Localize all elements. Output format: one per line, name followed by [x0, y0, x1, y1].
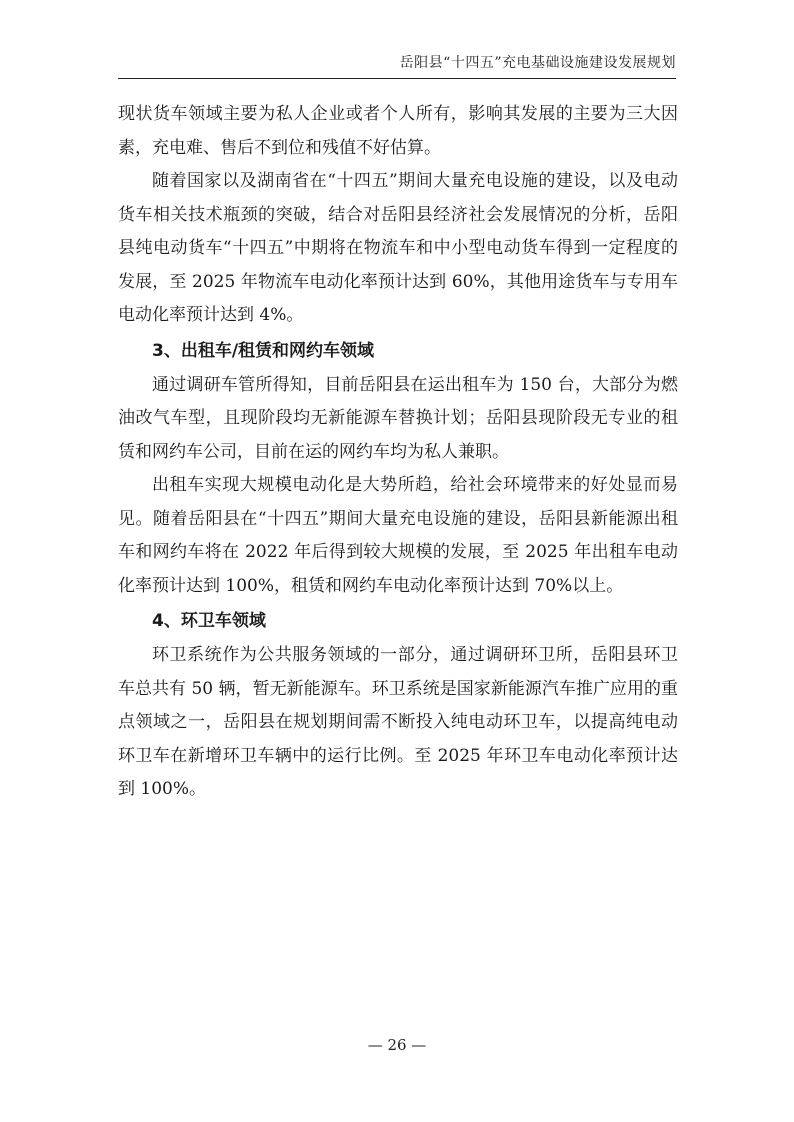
paragraph-taxi-status: 通过调研车管所得知，目前岳阳县在运出租车为 150 台，大部分为燃油改气车型，且现阶段均无新能源车替换计划；岳阳县现阶段无专业的租赁和网约车公司，目前在运的网约车均为私人兼职。 — [118, 374, 678, 462]
page-header — [118, 52, 676, 79]
page-footer — [0, 1036, 794, 1054]
paragraph-sanitation: 环卫系统作为公共服务领域的一部分，通过调研环卫所，岳阳县环卫车总共有 50 辆，暂无新能源车。环卫系统是国家新能源汽车推广应用的重点领域之一，岳阳县在规划期间需不断投入纯电动环卫车，以提高纯电动环卫车在新增环卫车辆中的运行比例。至 2025 年环卫车电动化率预计达到 100%。 — [118, 645, 678, 799]
header-title: 岳阳县“十四五”充电基础设施建设发展规划 — [399, 55, 676, 71]
page-number: — 26 — — [367, 1036, 427, 1054]
section-heading-sanitation: 4、环卫车领域 — [152, 611, 266, 631]
section-heading-taxi: 3、出租车/租赁和网约车领域 — [152, 340, 375, 361]
document-body — [118, 98, 678, 807]
paragraph-taxi-forecast: 出租车实现大规模电动化是大势所趋，给社会环境带来的好处显而易见。随着岳阳县在“十四五”期间大量充电设施的建设，岳阳县新能源出租车和网约车将在 2022 年后得到较大规模的发展，至 2025 年出租车电动化率预计达到 100%，租赁和网约车电动化率预计达到 70%以上。 — [118, 475, 678, 596]
paragraph-freight-status: 现状货车领域主要为私人企业或者个人所有，影响其发展的主要为三大因素，充电难、售后不到位和残值不好估算。 — [118, 104, 678, 158]
paragraph-freight-forecast: 随着国家以及湖南省在“十四五”期间大量充电设施的建设，以及电动货车相关技术瓶颈的突破，结合对岳阳县经济社会发展情况的分析，岳阳县纯电动货车“十四五”中期将在物流车和中小型电动货车得到一定程度的发展，至 2025 年物流车电动化率预计达到 60%，其他用途货车与专用车电动化率预计达到 4%。 — [118, 171, 678, 325]
